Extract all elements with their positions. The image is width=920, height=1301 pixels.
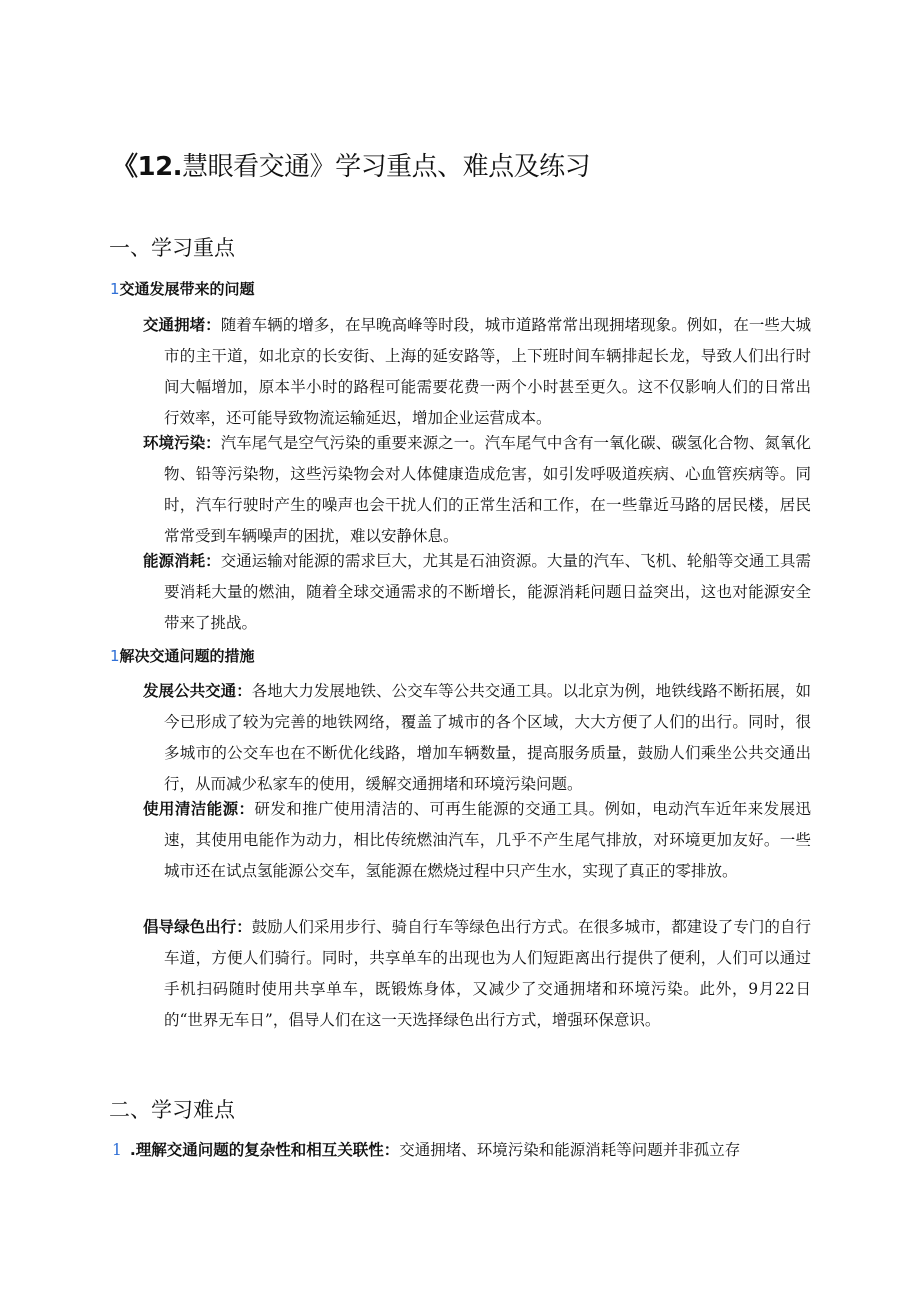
item-lead: 发展公共交通： <box>143 682 252 700</box>
item-body: 汽车尾气是空气污染的重要来源之一。汽车尾气中含有一氧化碳、碳氢化合物、氮氧化物、铅等污染物，这些污染物会对人体健康造成危害，如引发呼吸道疾病、心血管疾病等。同时，汽车行驶时产生的噪声也会干扰人们的正常生活和工作，在一些靠近马路的居民楼，居民常常受到车辆噪声的困扰，难以安静休息。 <box>164 434 811 545</box>
list-item-pollution <box>143 428 811 552</box>
list-item-green-travel <box>143 912 811 1036</box>
list-item-congestion <box>143 310 811 434</box>
subheading-solutions <box>110 645 255 666</box>
item-body: 研发和推广使用清洁的、可再生能源的交通工具。例如，电动汽车近年来发展迅速，其使用电能作为动力，相比传统燃油汽车，几乎不产生尾气排放，对环境更加友好。一些城市还在试点氢能源公交车，氢能源在燃烧过程中只产生水，实现了真正的零排放。 <box>164 800 811 880</box>
item-lead: 环境污染： <box>143 434 221 452</box>
list-item-energy <box>143 546 811 639</box>
subheading-number: 1 <box>110 280 120 298</box>
title-mark: 《12. <box>112 152 183 182</box>
list-item-public-transport <box>143 676 811 800</box>
item-lead: 倡导绿色出行： <box>143 918 252 936</box>
item-number: 1 <box>112 1141 122 1159</box>
item-body: 交通拥堵、环境污染和能源消耗等问题并非孤立存 <box>399 1141 741 1159</box>
subheading-label: 解决交通问题的措施 <box>119 647 255 665</box>
list-item-clean-energy <box>143 794 811 887</box>
difficulty-item-1 <box>112 1138 740 1160</box>
item-lead: 交通拥堵： <box>143 316 221 334</box>
section-heading-difficulties: 二、学习难点 <box>109 1098 235 1122</box>
page-title <box>112 146 590 183</box>
item-body: 随着车辆的增多，在早晚高峰等时段，城市道路常常出现拥堵现象。例如，在一些大城市的主干道，如北京的长安街、上海的延安路等，上下班时间车辆排起长龙，导致人们出行时间大幅增加，原本半小时的路程可能需要花费一两个小时甚至更久。这不仅影响人们的日常出行效率，还可能导致物流运输延迟，增加企业运营成本。 <box>164 316 811 427</box>
subheading-traffic-problems <box>110 278 255 299</box>
item-lead: .理解交通问题的复杂性和相互关联性： <box>129 1141 400 1159</box>
item-lead: 使用清洁能源： <box>143 800 255 818</box>
subheading-number: 1 <box>110 647 120 665</box>
item-lead: 能源消耗： <box>143 552 221 570</box>
item-body: 鼓励人们采用步行、骑自行车等绿色出行方式。在很多城市，都建设了专门的自行车道，方便人们骑行。同时，共享单车的出现也为人们短距离出行提供了便利，人们可以通过手机扫码随时使用共享单车，既锻炼身体，又减少了交通拥堵和环境污染。此外，9月22日的“世界无车日”，倡导人们在这一天选择绿色出行方式，增强环保意识。 <box>164 918 811 1029</box>
item-body: 交通运输对能源的需求巨大，尤其是石油资源。大量的汽车、飞机、轮船等交通工具需要消耗大量的燃油，随着全球交通需求的不断增长，能源消耗问题日益突出，这也对能源安全带来了挑战。 <box>164 552 811 632</box>
title-main: 慧眼看交通》学习重点、难点及练习 <box>182 152 591 182</box>
item-body: 各地大力发展地铁、公交车等公共交通工具。以北京为例，地铁线路不断拓展，如今已形成了较为完善的地铁网络，覆盖了城市的各个区域，大大方便了人们的出行。同时，很多城市的公交车也在不断优化线路，增加车辆数量，提高服务质量，鼓励人们乘坐公共交通出行，从而减少私家车的使用，缓解交通拥堵和环境污染问题。 <box>164 682 811 793</box>
section-heading-key-points: 一、学习重点 <box>109 236 235 260</box>
subheading-label: 交通发展带来的问题 <box>119 280 255 298</box>
